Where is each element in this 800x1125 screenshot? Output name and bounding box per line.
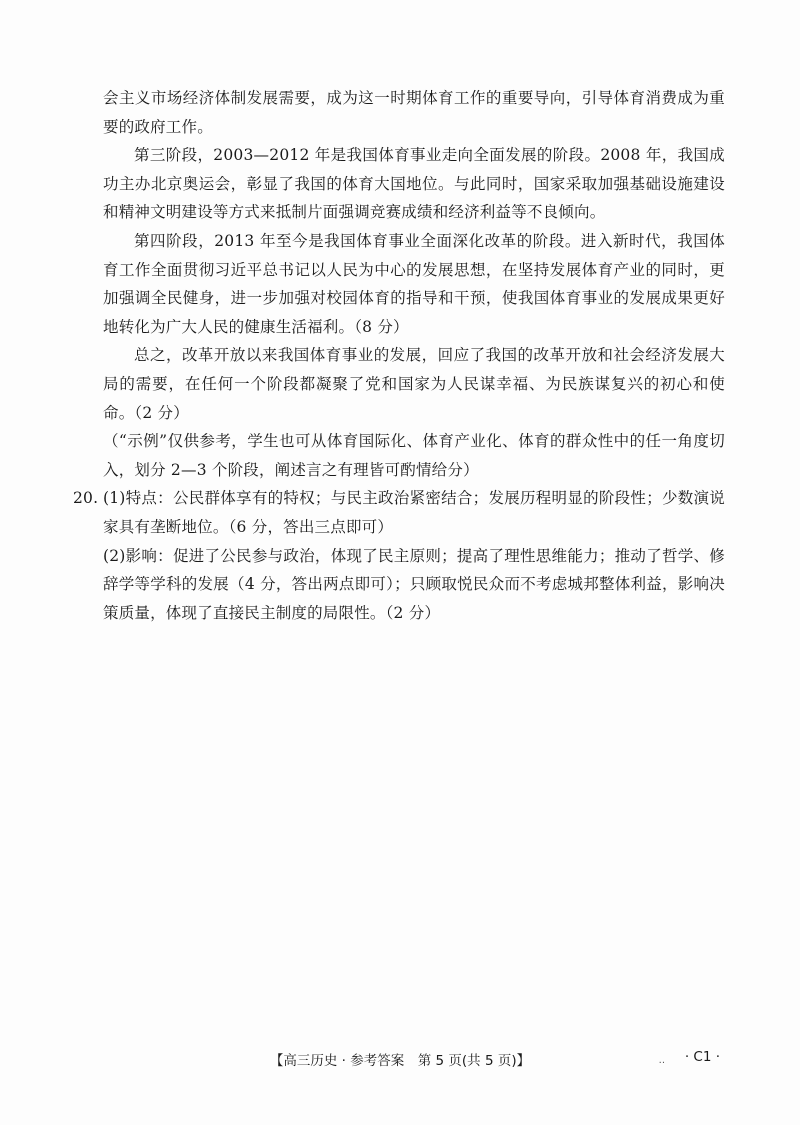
question-20 [73, 484, 725, 627]
paragraph-continued: 会主义市场经济体制发展需要，成为这一时期体育工作的重要导向，引导体育消费成为重要的政府工作。 [103, 89, 725, 136]
footer-mark: .. [658, 1055, 665, 1066]
question-20-part-1: (1)特点：公民群体享有的特权；与民主政治紧密结合；发展历程明显的阶段性；少数演说家具有垄断地位。（6 分，答出三点即可） [103, 489, 725, 536]
paragraph-stage-four: 第四阶段，2013 年至今是我国体育事业全面深化改革的阶段。进入新时代，我国体育工作全面贯彻习近平总书记以人民为中心的发展思想，在坚持发展体育产业的同时，更加强调全民健身，进一步加强对校园体育的指导和干预，使我国体育事业的发展成果更好地转化为广大人民的健康生活福利。（8 分） [103, 231, 725, 336]
question-20-part-2: (2)影响：促进了公民参与政治，体现了民主原则；提高了理性思维能力；推动了哲学、修辞学等学科的发展（4 分，答出两点即可）；只顾取悦民众而不考虑城邦整体利益，影响决策质量，体现了直接民主制度的局限性。（2 分） [103, 546, 725, 622]
footer-page-info: 【高三历史 · 参考答案 第 5 页(共 5 页)】 [269, 1053, 531, 1069]
paragraph-scoring-note: （“示例”仅供参考，学生也可从体育国际化、体育产业化、体育的群众性中的任一角度切入，划分 2—3 个阶段，阐述言之有理皆可酌情给分） [103, 432, 725, 479]
question-number: 20. [73, 489, 99, 508]
answer-content [73, 84, 725, 627]
paragraph-summary: 总之，改革开放以来我国体育事业的发展，回应了我国的改革开放和社会经济发展大局的需要，在任何一个阶段都凝聚了党和国家为人民谋幸福、为民族谋复兴的初心和使命。（2 分） [103, 346, 725, 422]
paragraph-stage-three: 第三阶段，2003—2012 年是我国体育事业走向全面发展的阶段。2008 年，我国成功主办北京奥运会，彰显了我国的体育大国地位。与此同时，国家采取加强基础设施建设和精神文明建设等方式来抵制片面强调竞赛成绩和经济利益等不良倾向。 [103, 146, 725, 222]
page-footer [0, 1049, 800, 1073]
footer-version-code: · C1 · [684, 1049, 720, 1065]
